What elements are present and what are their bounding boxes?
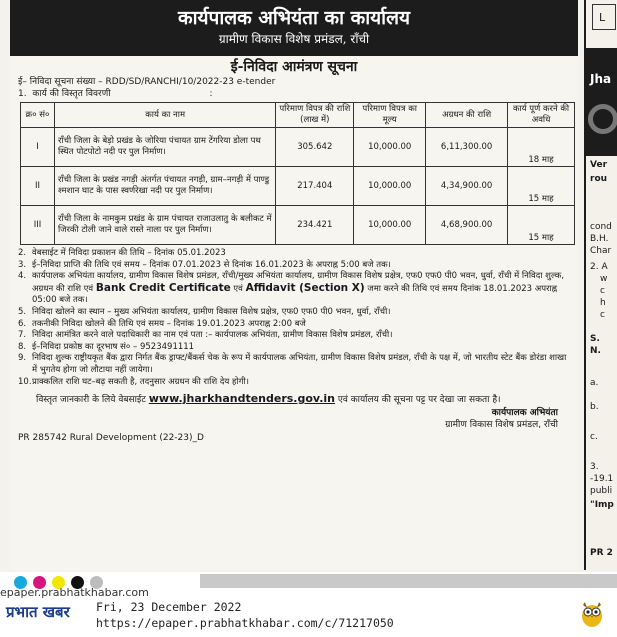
row-work-name: राँची जिला के प्रखंड नगड़ी अंतर्गत पंचायत नगड़ी, ग्राम–नगड़ी में पाण्डु श्मशान घाट के पास स्वर्णरेखा नदी पर पुल निर्माण। [54, 167, 275, 206]
list-item: 4. कार्यपालक अभियंता कार्यालय, ग्रामीण विकास विशेष प्रमंडल, राँची/मुख्य अभियंता कार्यालय, ग्रामीण विकास विशेष प्रक्षेत्र, एफ0 एफ0 पी0 भवन, धुर्वा, राँची में निविदा शुल्क, अग्रधन की राशि एवं Bank Credit Certificate एवं Affidavit (Section X) जमा करने की तिथि एवं समय दिनांक 18.01.2023 अपराह्न 05:00 बजे तक। [18, 271, 565, 306]
col-header-name: कार्य का नाम [54, 103, 275, 128]
signature-title: कार्यपालक अभियंता [491, 408, 558, 419]
logo-text: प्रभात खबर [6, 603, 70, 621]
row-earnest: 4,68,900.00 [426, 206, 508, 245]
strip-box: L [592, 4, 616, 30]
notice-items [18, 248, 574, 388]
adjacent-ad-strip: L Jha Ver rou cond B.H. Char 2. A w c h c S. N. a. b. c. 3. -19.1 publi "Imp PR 2 [584, 0, 617, 570]
row-cost: 10,000.00 [354, 167, 426, 206]
prabhat-khabar-logo [6, 602, 90, 628]
row-sn: I [21, 128, 55, 167]
row-amount: 217.404 [276, 167, 354, 206]
col-header-period: कार्य पूर्ण करने की अवधि [508, 103, 575, 128]
publish-date: Fri, 23 December 2022 [96, 600, 242, 614]
notice-title: ई-निविदा आमंत्रण सूचना [230, 59, 358, 75]
works-table [20, 102, 575, 245]
list-item: 5. निविदा खोलने का स्थान – मुख्य अभियंता कार्यालय, ग्रामीण विकास विशेष प्रक्षेत्र, एफ0 एफ0 पी0 भवन, धुर्वा, राँची। [18, 306, 391, 317]
list-item: 2. वेबसाईट में निविदा प्रकाशन की तिथि – दिनांक 05.01.2023 [18, 248, 226, 258]
bank-credit-certificate: Bank Credit Certificate [95, 281, 231, 294]
clipped-url: epaper.prabhatkhabar.com [0, 586, 149, 599]
signature-block [10, 407, 558, 431]
gray-band [200, 574, 617, 588]
more-info: विस्तृत जानकारी के लिये वेबसाईट www.jharkhandtenders.gov.in एवं कार्यालय की सूचना पट्ट पर देखा जा सकता है। [36, 392, 501, 406]
row-earnest: 6,11,300.00 [426, 128, 508, 167]
notice-header [10, 0, 578, 56]
row-work-name: राँची जिला के बेड़ो प्रखंड के जोरिया पंचायत ग्राम टेंगरिया डोला पथ स्थित पोटपोटो नदी पर पुल निर्माण। [54, 128, 275, 167]
owl-icon [580, 600, 604, 628]
division-name: ग्रामीण विकास विशेष प्रमंडल, राँची [218, 32, 370, 46]
tender-website-link[interactable]: www.jharkhandtenders.gov.in [148, 392, 335, 406]
row-earnest: 4,34,900.00 [426, 167, 508, 206]
table-row [21, 206, 575, 245]
pr-number: PR 285742 Rural Development (22-23)_D [18, 433, 204, 444]
clip-url[interactable]: https://epaper.prabhatkhabar.com/c/71217050 [96, 616, 394, 630]
col-header-sn: क्र० सं० [21, 103, 55, 128]
col-header-earnest: अग्रधन की राशि [426, 103, 508, 128]
affidavit-section-x: Affidavit (Section X) [245, 281, 365, 294]
office-title: कार्यपालक अभियंता का कार्यालय [178, 7, 410, 29]
row-work-name: राँची जिला के नामकुम प्रखंड के ग्राम पंचायत राजाउलातु के बलीकट में जिरकी टोली जाने वाले रास्ते नाला पर पुल निर्माण। [54, 206, 275, 245]
row-cost: 10,000.00 [354, 128, 426, 167]
section-label: कार्य की विस्तृत विवरणी [32, 89, 111, 99]
section-colon: : [209, 89, 213, 99]
list-item: 7. निविदा आमंत्रित करने वाले पदाधिकारी का नाम एवं पता :– कार्यपालक अभियंता, ग्रामीण विकास विशेष प्रमंडल, राँची। [18, 330, 393, 341]
emblem-icon [588, 104, 617, 134]
row-amount: 305.642 [276, 128, 354, 167]
row-period: 15 माह [508, 167, 575, 206]
table-row [21, 128, 575, 167]
list-item: 6. तकनीकी निविदा खोलने की तिथि एवं समय – दिनांक 19.01.2023 अपराह्न 2:00 बजे [18, 318, 306, 329]
list-item: 8. ई–निविदा प्रकोष्ठ का दूरभाष सं० – 9523491111 [18, 341, 195, 352]
row-sn: II [21, 167, 55, 206]
pr-line [18, 433, 564, 443]
section-number: 1. [18, 89, 27, 99]
table-header-row [21, 103, 575, 128]
col-header-cost: परिमाण विपत्र का मूल्य [354, 103, 426, 128]
tender-notice [10, 0, 578, 570]
col-header-amount: परिमाण विपत्र की राशि (लाख में) [276, 103, 354, 128]
list-item: 10. प्राक्कलित राशि घट–बढ़ सकती है, तदनुसार अग्रधन की राशि देय होगी। [18, 376, 249, 387]
signature-division: ग्रामीण विकास विशेष प्रमंडल, राँची [445, 420, 558, 431]
clip-meta [96, 599, 394, 631]
list-item: 3. ई–निविदा प्राप्ति की तिथि एवं समय – दिनांक 07.01.2023 से दिनांक 16.01.2023 के अपराह्न 5:00 बजे तक। [18, 259, 391, 270]
row-sn: III [21, 206, 55, 245]
tender-reference: ई– निविदा सूचना संख्या – RDD/SD/RANCHI/10/2022-23 e-tender [18, 77, 276, 87]
table-row [21, 167, 575, 206]
list-item: 9. निविदा शुल्क राष्ट्रीयकृत बैंक द्वारा निर्गत बैंक ड्राफ्ट/बैंकर्स चेक के रूप में कार्यपालक अभियंता, ग्रामीण विकास विशेष प्रमंडल, राँची के पक्ष में, जो भारतीय स्टेट बैंक डोरंडा शाखा में भुगतेय होगा जो लौटाया नहीं जायेगा। [18, 353, 567, 375]
row-period: 18 माह [508, 128, 575, 167]
row-cost: 10,000.00 [354, 206, 426, 245]
strip-dark-block: Jha [586, 48, 617, 156]
epaper-footer [0, 572, 617, 637]
row-period: 15 माह [508, 206, 575, 245]
row-amount: 234.421 [276, 206, 354, 245]
section-work-details [18, 88, 578, 100]
